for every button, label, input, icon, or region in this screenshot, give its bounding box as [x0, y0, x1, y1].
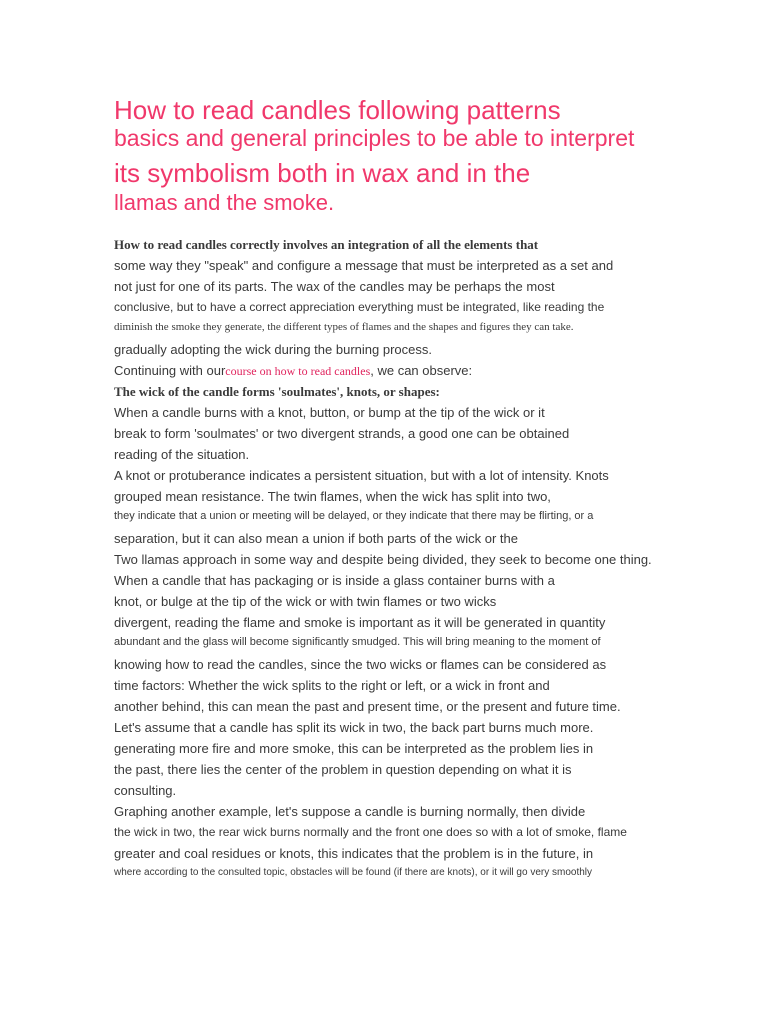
page-subtitle-line-3: llamas and the smoke.	[114, 190, 335, 215]
body-line: greater and coal residues or knots, this indicates that the problem is in the future, in	[114, 846, 594, 861]
body-line: knowing how to read the candles, since the two wicks or flames can be considered as	[114, 657, 607, 672]
body-line-intro-bold: How to read candles correctly involves an integration of all the elements that	[114, 237, 539, 252]
body-line: some way they "speak" and configure a message that must be interpreted as a set and	[114, 258, 614, 273]
body-line: conclusive, but to have a correct appreciation everything must be integrated, like reading the	[114, 300, 605, 314]
body-line: consulting.	[114, 783, 177, 798]
body-line-with-link	[114, 364, 472, 377]
body-line: another behind, this can mean the past and present time, or the present and future time.	[114, 699, 621, 714]
course-link[interactable]: course on how to read candles	[225, 364, 371, 378]
body-text-segment: , we can observe:	[370, 363, 473, 378]
body-line: abundant and the glass will become significantly smudged. This will bring meaning to the moment of	[114, 636, 601, 648]
page-title: How to read candles following patterns	[114, 95, 561, 125]
body-line: diminish the smoke they generate, the different types of flames and the shapes and figures they can take.	[114, 321, 574, 333]
body-line: knot, or bulge at the tip of the wick or with twin flames or two wicks	[114, 594, 497, 609]
body-line: A knot or protuberance indicates a persistent situation, but with a lot of intensity. Knots	[114, 468, 609, 483]
body-line: Let's assume that a candle has split its wick in two, the back part burns much more.	[114, 720, 594, 735]
section-heading-bold: The wick of the candle forms 'soulmates', knots, or shapes:	[114, 384, 440, 399]
body-line: break to form 'soulmates' or two divergent strands, a good one can be obtained	[114, 426, 570, 441]
page-subtitle-line-1: basics and general principles to be able to interpret	[114, 125, 635, 151]
body-line: reading of the situation.	[114, 447, 250, 462]
body-line: grouped mean resistance. The twin flames, when the wick has split into two,	[114, 489, 551, 504]
body-line: gradually adopting the wick during the burning process.	[114, 342, 432, 357]
body-line: where according to the consulted topic, obstacles will be found (if there are knots), or it will go very smoothly	[114, 867, 593, 878]
body-text-segment: Continuing with our	[114, 363, 226, 378]
body-line: the past, there lies the center of the problem in question depending on what it is	[114, 762, 572, 777]
body-line: Two llamas approach in some way and despite being divided, they seek to become one thing.	[114, 552, 652, 567]
body-line: generating more fire and more smoke, this can be interpreted as the problem lies in	[114, 741, 594, 756]
body-line: the wick in two, the rear wick burns normally and the front one does so with a lot of smoke, flame	[114, 825, 627, 839]
body-line: they indicate that a union or meeting will be delayed, or they indicate that there may be flirting, or a	[114, 510, 594, 522]
body-line: divergent, reading the flame and smoke is important as it will be generated in quantity	[114, 615, 606, 630]
body-line: time factors: Whether the wick splits to the right or left, or a wick in front and	[114, 678, 550, 693]
body-line: separation, but it can also mean a union if both parts of the wick or the	[114, 531, 518, 546]
body-line: When a candle that has packaging or is inside a glass container burns with a	[114, 573, 555, 588]
body-line: When a candle burns with a knot, button, or bump at the tip of the wick or it	[114, 405, 545, 420]
body-line: not just for one of its parts. The wax of the candles may be perhaps the most	[114, 279, 555, 294]
page-subtitle-line-2: its symbolism both in wax and in the	[114, 158, 531, 188]
body-line: Graphing another example, let's suppose a candle is burning normally, then divide	[114, 804, 586, 819]
